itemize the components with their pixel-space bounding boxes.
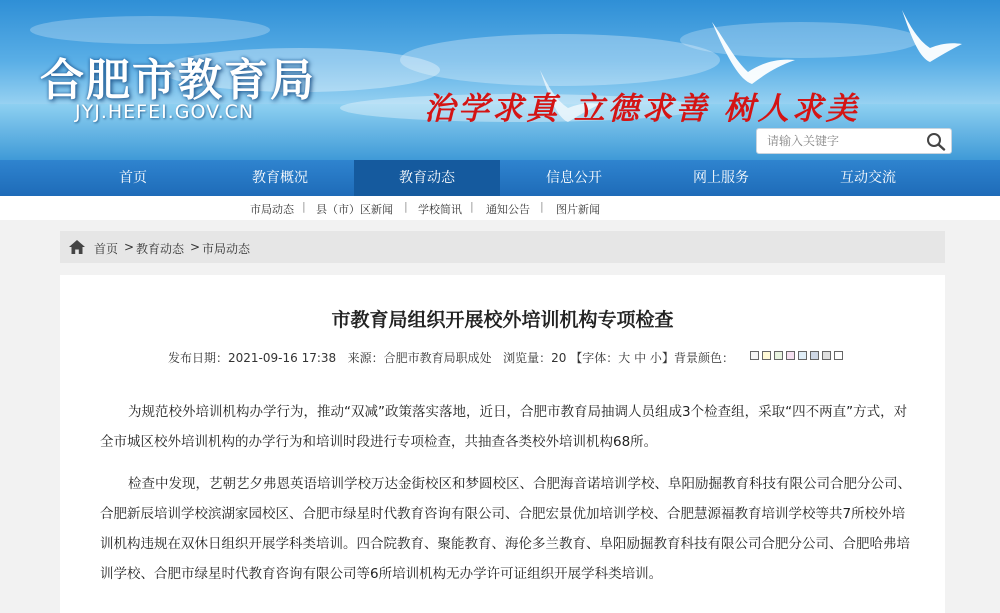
breadcrumb-news[interactable]: 教育动态	[136, 242, 185, 256]
search-input[interactable]	[757, 129, 927, 153]
breadcrumb-separator: >	[190, 240, 201, 254]
view-count: 20	[551, 351, 567, 365]
font-small-button[interactable]: 小	[649, 351, 662, 365]
publish-date: 2021-09-16 17:38	[228, 351, 337, 365]
date-label: 发布日期：	[168, 351, 229, 365]
font-large-button[interactable]: 大	[618, 351, 631, 365]
font-medium-button[interactable]: 中	[634, 351, 647, 365]
article-paragraph: 检查中发现，艺朝艺夕弗恩英语培训学校万达金街校区和梦圆校区、合肥海音诺培训学校、阜阳励掘教育科技有限公司合肥分公司、合肥新辰培训学校滨湖家园校区、合肥市绿星时代教育咨询有限公司、合肥宏景优加培训学校、合肥慧源福教育培训学校等共7所校外培训机构违规在双休日组织开展学科类培训。四合院教育、聚能教育、海伦多兰教育、阜阳励掘教育科技有限公司合肥分公司、合肥哈弗培训学校、合肥市绿星时代教育咨询有限公司等6所培训机构无办学许可证组织开展学科类培训。	[100, 476, 911, 582]
subnav-divider: |	[540, 200, 544, 213]
article	[60, 275, 945, 613]
bg-swatch[interactable]	[786, 351, 795, 360]
bg-swatch[interactable]	[774, 351, 783, 360]
breadcrumb-separator: >	[124, 240, 135, 254]
slogan: 治学求真 立德求善 树人求美	[424, 91, 860, 127]
article-meta	[168, 349, 734, 366]
nav-item-home[interactable]: 首页	[119, 170, 147, 186]
article-paragraph: 为规范校外培训机构办学行为，推动“双减”政策落实落地，近日，合肥市教育局抽调人员组成3个检查组，采取“四不两直”方式，对全市城区校外培训机构的办学行为和培训时段进行专项检查，共抽查各类校外培训机构68所。	[100, 404, 908, 450]
subnav-divider: |	[470, 200, 474, 213]
nav-item-overview[interactable]: 教育概况	[252, 170, 308, 186]
nav-item-services[interactable]: 网上服务	[693, 170, 749, 186]
article-title: 市教育局组织开展校外培训机构专项检查	[331, 309, 674, 331]
bg-swatch[interactable]	[810, 351, 819, 360]
header-banner	[0, 0, 1000, 160]
subnav-divider: |	[302, 200, 306, 213]
bg-swatch[interactable]	[798, 351, 807, 360]
font-size-label: 【字体：	[570, 351, 619, 365]
font-size-close: 】	[661, 351, 674, 365]
search-icon	[925, 131, 947, 151]
bg-swatch[interactable]	[750, 351, 759, 360]
breadcrumb-home[interactable]: 首页	[94, 242, 119, 256]
subnav-item-county-news[interactable]: 县（市）区新闻	[316, 203, 393, 216]
subnav-divider: |	[404, 200, 408, 213]
bg-swatch[interactable]	[822, 351, 831, 360]
bg-color-label: 背景颜色：	[673, 351, 734, 365]
main-nav	[0, 160, 1000, 196]
home-icon	[68, 239, 86, 255]
source: 合肥市教育局职成处	[383, 351, 492, 365]
nav-item-news[interactable]: 教育动态	[354, 160, 500, 196]
search-box	[756, 128, 952, 154]
breadcrumb-city-news[interactable]: 市局动态	[202, 242, 251, 256]
subnav-item-school-news[interactable]: 学校简讯	[418, 203, 462, 216]
site-title[interactable]: 合肥市教育局	[40, 55, 316, 106]
nav-item-interact[interactable]: 互动交流	[840, 170, 896, 186]
bg-swatch[interactable]	[834, 351, 843, 360]
site-domain: JYJ.HEFEI.GOV.CN	[75, 101, 255, 123]
source-label: 来源：	[347, 351, 384, 365]
sub-nav	[0, 196, 1000, 220]
subnav-item-city-news[interactable]: 市局动态	[250, 203, 294, 216]
breadcrumb	[60, 231, 945, 263]
views-label: 浏览量：	[503, 351, 552, 365]
search-button[interactable]	[925, 131, 947, 151]
nav-item-info[interactable]: 信息公开	[546, 170, 602, 186]
subnav-item-notices[interactable]: 通知公告	[486, 203, 530, 216]
bg-swatch[interactable]	[762, 351, 771, 360]
subnav-item-photo-news[interactable]: 图片新闻	[556, 203, 600, 216]
